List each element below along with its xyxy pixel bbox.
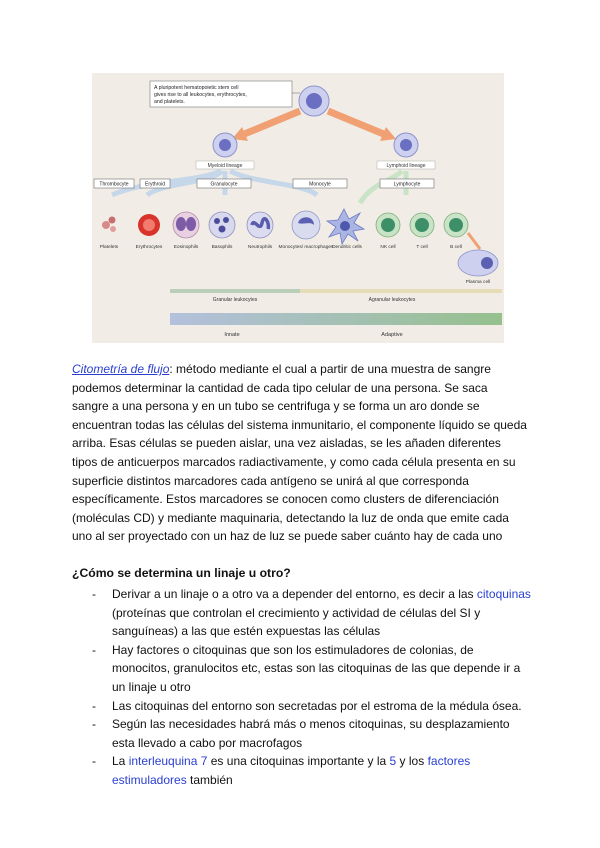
flow-cytometry-text: : método mediante el cual a partir de una muestra de sangre podemos determinar la cantidad de cada tipo celular de una persona. Se saca sangre a una persona y en un tubo se centrifuga y se forma un aro donde se encuentran todas las células del sistema inmunitario, el componente líquido se queda arriba. Esas células se pueden aislar, una vez aisladas, se les añaden diferentes tipos de anticuerpos marcados radiactivamente, y como cada célula presenta en su superficie distintos marcadores cada antígeno se unirá al que corresponda específicamente. Estos marcadores se conocen como clusters de diferenciación (moléculas CD) y mediante maquinaria, detectando la luz de onda que emite cada uno al ser proyectado con un haz de luz se puede saber cuánto hay de cada uno <box>72 362 527 544</box>
highlight-term: factores estimuladores <box>112 754 471 787</box>
lymphoid-progenitor <box>394 133 418 157</box>
progenitor-label: Thrombocyte <box>99 181 129 188</box>
progenitor-label: Lymphocyte <box>393 181 421 188</box>
progenitor-label: Granulocyte <box>210 181 238 188</box>
hematopoiesis-figure <box>92 73 504 343</box>
cell-label: Basophils <box>211 245 233 250</box>
myeloid-progenitor <box>213 133 237 157</box>
cell-label: NK cell <box>380 245 396 250</box>
dendritic-cell <box>327 209 364 244</box>
b-cell <box>444 213 468 237</box>
highlight-term: citoquinas <box>476 587 531 601</box>
monocyte-cell <box>292 211 320 239</box>
list-item: - La interleuquina 7 es una citoquinas importante y la 5 y los factores estimuladores también <box>72 752 532 789</box>
stem-cell <box>299 86 329 116</box>
lineage-list <box>72 585 532 790</box>
cell-label: Monocytes/ macrophages <box>278 245 334 250</box>
granular-leukocytes-label: Granular leukocytes <box>212 297 258 303</box>
flow-cytometry-paragraph <box>72 360 527 546</box>
progenitor-label: Erythroid <box>144 181 166 188</box>
cell-label: Platelets <box>99 245 119 250</box>
innate-adaptive-bar <box>170 313 502 325</box>
innate-label: Innate <box>224 332 240 338</box>
progenitor-label: Monocyte <box>309 181 331 188</box>
list-item: - Las citoquinas del entorno son secretadas por el estroma de la médula ósea. <box>72 697 532 716</box>
agranular-leukocytes-bar <box>300 289 502 293</box>
lymphoid-lineage-label: Lymphoid lineage <box>386 163 426 169</box>
cell-label: T cell <box>416 245 428 250</box>
adaptive-label: Adaptive <box>381 332 403 338</box>
stem-caption-line: and platelets. <box>154 99 185 105</box>
list-item: - Derivar a un linaje o a otro va a depender del entorno, es decir a las citoquinas (proteínas que controlan el crecimiento y actividad de células del SI y sanguíneas) a las que estén expuestas las células <box>72 585 532 641</box>
list-item: - Según las necesidades habrá más o menos citoquinas, su desplazamiento esta llevado a cabo por macrofagos <box>72 715 532 752</box>
cell-label: Neutrophils <box>247 245 273 250</box>
cell-label: Plasma cell <box>465 280 491 285</box>
nk-cell <box>376 213 400 237</box>
plasma-cell <box>458 250 498 276</box>
flow-cytometry-term[interactable]: Citometría de flujo <box>72 362 170 376</box>
stem-caption-line: A pluripotent hematopoietic stem cell <box>154 85 239 91</box>
list-item: - Hay factores o citoquinas que son los estimuladores de colonias, de monocitos, granulocitos etc, estas son las citoquinas de las que depende ir a un linaje u otro <box>72 641 532 697</box>
neutrophil-cell <box>247 212 273 238</box>
myeloid-lineage-label: Myeloid lineage <box>207 163 243 169</box>
basophil-cell <box>209 212 235 238</box>
erythrocyte-cell <box>138 214 160 236</box>
eosinophil-cell <box>173 212 199 238</box>
stem-caption-line: gives rise to all leukocytes, erythrocytes, <box>154 92 247 98</box>
highlight-term: 5 <box>389 754 397 769</box>
cell-label: Erythrocytes <box>135 245 163 250</box>
platelets-cell <box>102 217 116 233</box>
cell-label: Eosinophils <box>173 245 199 250</box>
t-cell <box>410 213 434 237</box>
highlight-term: interleuquina 7 <box>128 754 208 769</box>
section-heading: ¿Cómo se determina un linaje u otro? <box>72 566 291 580</box>
cell-label: Dendritic cells <box>332 245 362 250</box>
granular-leukocytes-bar <box>170 289 300 293</box>
cell-label: B cell <box>450 245 462 250</box>
agranular-leukocytes-label: Agranular leukocytes <box>368 297 416 303</box>
